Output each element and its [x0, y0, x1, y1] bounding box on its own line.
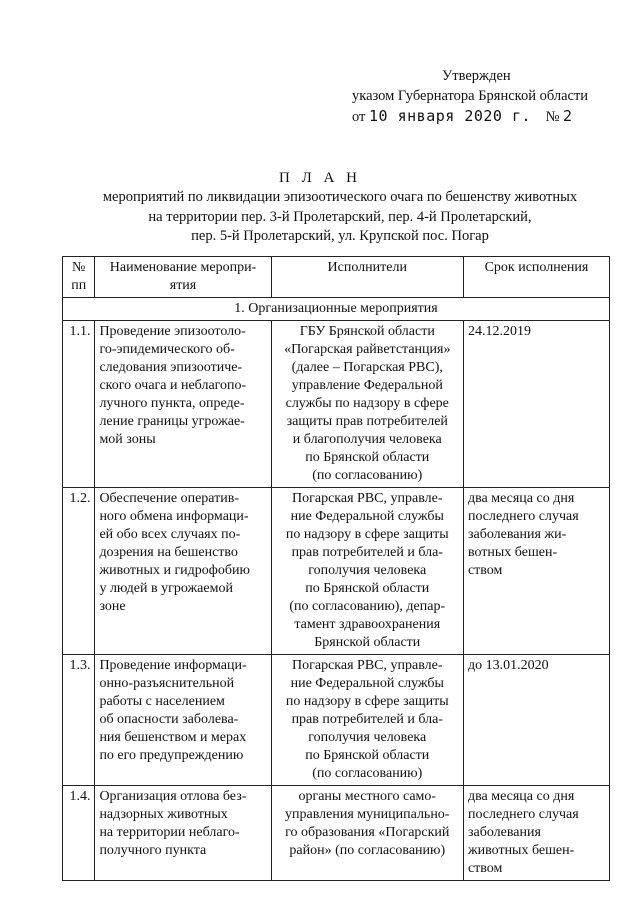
activity-cell-line: по его предупреждению	[99, 748, 244, 763]
executors-cell-line: управление Федеральной	[291, 378, 443, 393]
executors-cell-line: ние Федеральной службы	[290, 676, 444, 691]
header-num-line: №	[72, 260, 86, 275]
executors-cell-line: район» (по согласованию)	[289, 843, 446, 858]
section-row	[63, 298, 610, 321]
table-row	[63, 655, 610, 786]
plan-table	[62, 256, 610, 881]
executors-cell-line: по Брянской области	[305, 450, 430, 465]
activity-cell-line: работы с населением	[99, 694, 225, 709]
approval-line-1: Утвержден	[442, 68, 511, 84]
executors-cell-line: прав потребителей и бла-	[291, 712, 443, 727]
deadline-cell	[463, 655, 609, 786]
activity-cell-line: ния бешенством и мерах	[99, 730, 247, 745]
approval-number: 2	[563, 107, 573, 125]
activity-cell-line: следования эпизоотиче-	[99, 360, 243, 375]
executors-cell-line: Брянской области	[314, 635, 421, 650]
activity-cell-line: надзорных животных	[99, 807, 228, 822]
table-header-row	[63, 257, 610, 298]
executors-cell-line: тамент здравоохранения	[294, 617, 441, 632]
executors-cell-line: ние Федеральной службы	[290, 509, 444, 524]
executors-cell	[271, 488, 463, 655]
row-number: 1.2.	[63, 488, 95, 655]
deadline-cell-line: заболевания	[467, 825, 541, 840]
activity-cell-line: ного обмена информаци-	[99, 509, 249, 524]
activity-cell-line: зоне	[99, 599, 126, 614]
activity-cell-line: Проведение эпизоотоло-	[99, 324, 246, 339]
activity-cell-line: Проведение информаци-	[99, 658, 247, 673]
subtitle-line: пер. 5-й Пролетарский, ул. Крупской пос. Погар	[191, 228, 489, 244]
executors-cell	[271, 321, 463, 488]
approval-stamp	[352, 66, 612, 127]
executors-cell-line: (далее – Погарская РВС),	[291, 360, 443, 375]
executors-cell	[271, 655, 463, 786]
activity-cell-line: ского очага и неблагопо-	[99, 378, 247, 393]
document-subtitle	[80, 188, 600, 247]
deadline-cell-line: заболевания жи-	[467, 527, 567, 542]
executors-cell-line: Погарская РВС, управле-	[292, 491, 443, 506]
deadline-cell	[463, 321, 609, 488]
activity-cell	[95, 655, 271, 786]
header-term-line: Срок исполнения	[484, 260, 589, 275]
header-term	[463, 257, 609, 298]
executors-cell-line: и благополучия человека	[292, 432, 442, 447]
activity-cell	[95, 321, 271, 488]
activity-cell-line: го-эпидемического об-	[99, 342, 235, 357]
executors-cell-line: по Брянской области	[305, 748, 430, 763]
executors-cell-line: управления муниципально-	[285, 807, 450, 822]
header-exec	[271, 257, 463, 298]
row-number: 1.3.	[63, 655, 95, 786]
executors-cell-line: защиты прав потребителей	[286, 414, 448, 429]
activity-cell-line: Обеспечение оператив-	[99, 491, 240, 506]
executors-cell-line: гополучия человека	[308, 563, 427, 578]
executors-cell-line: по надзору в сфере защиты	[285, 694, 449, 709]
header-name-line: ятия	[169, 278, 197, 293]
executors-cell-line: службы по надзору в сфере	[285, 396, 449, 411]
deadline-cell-line: два месяца со дня	[467, 491, 575, 506]
subtitle-line: на территории пер. 3-й Пролетарский, пер. 4-й Пролетарский,	[148, 208, 532, 225]
executors-cell-line: прав потребителей и бла-	[291, 545, 443, 560]
table-row	[63, 786, 610, 881]
executors-cell-line: «Погарская райветстанция»	[284, 342, 451, 357]
approval-date: 10 января 2020 г.	[369, 107, 532, 125]
row-number: 1.4.	[63, 786, 95, 881]
activity-cell-line: мой зоны	[99, 432, 156, 447]
executors-cell-line: по надзору в сфере защиты	[285, 527, 449, 542]
table-row	[63, 488, 610, 655]
activity-cell	[95, 786, 271, 881]
header-num	[63, 257, 95, 298]
header-exec-line: Исполнители	[327, 260, 407, 275]
activity-cell-line: животных и гидрофобию	[99, 563, 250, 578]
activity-cell-line: получного пункта	[99, 843, 207, 858]
activity-cell-line: онно-разъяснительной	[99, 676, 235, 691]
activity-cell-line: у людей в угрожаемой	[99, 581, 233, 596]
deadline-cell-line: вотных бешен-	[467, 545, 558, 560]
deadline-cell-line: последнего случая	[467, 807, 579, 822]
activity-cell-line: дозрения на бешенство	[99, 545, 238, 560]
header-num-line: пп	[71, 278, 87, 293]
deadline-cell-line: два месяца со дня	[467, 789, 575, 804]
executors-cell	[271, 786, 463, 881]
executors-cell-line: Погарская РВС, управле-	[292, 658, 443, 673]
activity-cell-line: Организация отлова без-	[99, 789, 247, 804]
executors-cell-line: (по согласованию), депар-	[289, 599, 446, 614]
deadline-cell-line: до 13.01.2020	[467, 658, 549, 673]
deadline-cell-line: 24.12.2019	[467, 324, 531, 339]
activity-cell-line: ление границы угрожае-	[99, 414, 245, 429]
executors-cell-line: органы местного само-	[298, 789, 437, 804]
executors-cell-line: гополучия человека	[308, 730, 427, 745]
activity-cell	[95, 488, 271, 655]
approval-line-2: указом Губернатора Брянской области	[352, 88, 589, 104]
deadline-cell-line: последнего случая	[467, 509, 579, 524]
document-title: П Л А Н	[279, 170, 361, 186]
executors-cell-line: ГБУ Брянской области	[299, 324, 435, 339]
table-row	[63, 321, 610, 488]
header-name-line: Наименование меропри-	[109, 260, 257, 275]
deadline-cell-line: животных бешен-	[467, 843, 575, 858]
deadline-cell-line: ством	[467, 861, 503, 876]
subtitle-line: мероприятий по ликвидации эпизоотического очага по бешенству животных	[102, 189, 578, 205]
executors-cell-line: (по согласованию)	[312, 766, 423, 781]
approval-number-label: №	[545, 109, 560, 125]
deadline-cell	[463, 786, 609, 881]
executors-cell-line: (по согласованию)	[312, 468, 423, 483]
activity-cell-line: на территории неблаго-	[99, 825, 240, 840]
row-number: 1.1.	[63, 321, 95, 488]
executors-cell-line: по Брянской области	[305, 581, 430, 596]
approval-prefix: от	[352, 109, 366, 125]
header-name	[95, 257, 271, 298]
executors-cell-line: го образования «Погарский	[285, 825, 450, 840]
section-title: 1. Организационные мероприятия	[63, 298, 610, 321]
deadline-cell-line: ством	[467, 563, 503, 578]
activity-cell-line: об опасности заболева-	[99, 712, 239, 727]
approval-line-3	[352, 106, 612, 127]
deadline-cell	[463, 488, 609, 655]
activity-cell-line: ей обо всех случаях по-	[99, 527, 241, 542]
activity-cell-line: лучного пункта, опреде-	[99, 396, 245, 411]
